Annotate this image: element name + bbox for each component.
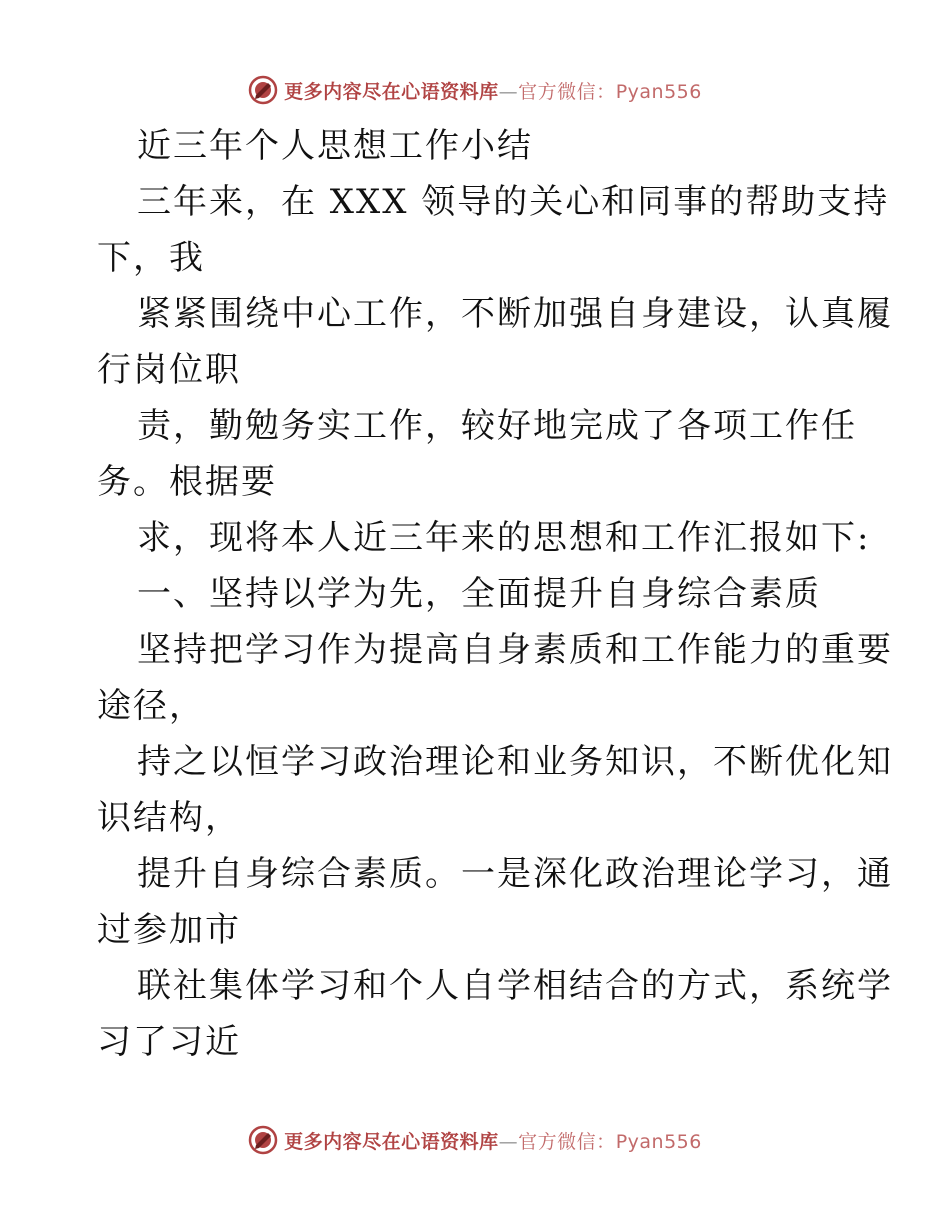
footer-watermark — [0, 1120, 950, 1160]
watermark-brand: 更多内容尽在心语资料库 — [284, 80, 499, 103]
pen-logo-icon — [248, 1125, 278, 1155]
watermark-wechat-label: 官方微信： — [518, 80, 616, 103]
header-watermark — [0, 70, 950, 110]
document-title: 近三年个人思想工作小结 — [137, 126, 533, 166]
watermark-dash: — — [498, 80, 519, 103]
watermark-text — [284, 77, 702, 104]
body-line: 持之以恒学习政治理论和业务知识，不断优化知 — [137, 742, 893, 782]
watermark-dash: — — [498, 1130, 519, 1153]
body-line: 途径， — [97, 686, 205, 726]
body-line: 紧紧围绕中心工作，不断加强自身建设，认真履 — [137, 294, 893, 334]
watermark-wechat-label: 官方微信： — [518, 1130, 616, 1153]
body-line: 务。根据要 — [97, 462, 277, 502]
body-line: 下，我 — [97, 238, 205, 278]
body-line: 求，现将本人近三年来的思想和工作汇报如下: — [137, 518, 871, 558]
body-line: 识结构， — [97, 798, 241, 838]
body-line: 三年来，在 XXX 领导的关心和同事的帮助支持 — [137, 182, 890, 222]
watermark-brand: 更多内容尽在心语资料库 — [284, 1130, 499, 1153]
pen-logo-icon — [248, 75, 278, 105]
watermark-text — [284, 1127, 702, 1154]
body-line: 行岗位职 — [97, 350, 241, 390]
body-line: 坚持把学习作为提高自身素质和工作能力的重要 — [137, 630, 893, 670]
body-line: 联社集体学习和个人自学相结合的方式，系统学 — [137, 966, 893, 1006]
body-line: 习了习近 — [97, 1022, 241, 1062]
watermark-wechat-id: Pyan556 — [615, 80, 702, 103]
body-line: 责，勤勉务实工作，较好地完成了各项工作任 — [137, 406, 857, 446]
document-body — [97, 118, 893, 1070]
body-line: 过参加市 — [97, 910, 241, 950]
watermark-wechat-id: Pyan556 — [615, 1130, 702, 1153]
body-line: 提升自身综合素质。一是深化政治理论学习，通 — [137, 854, 893, 894]
section-heading: 一、坚持以学为先，全面提升自身综合素质 — [137, 574, 821, 614]
